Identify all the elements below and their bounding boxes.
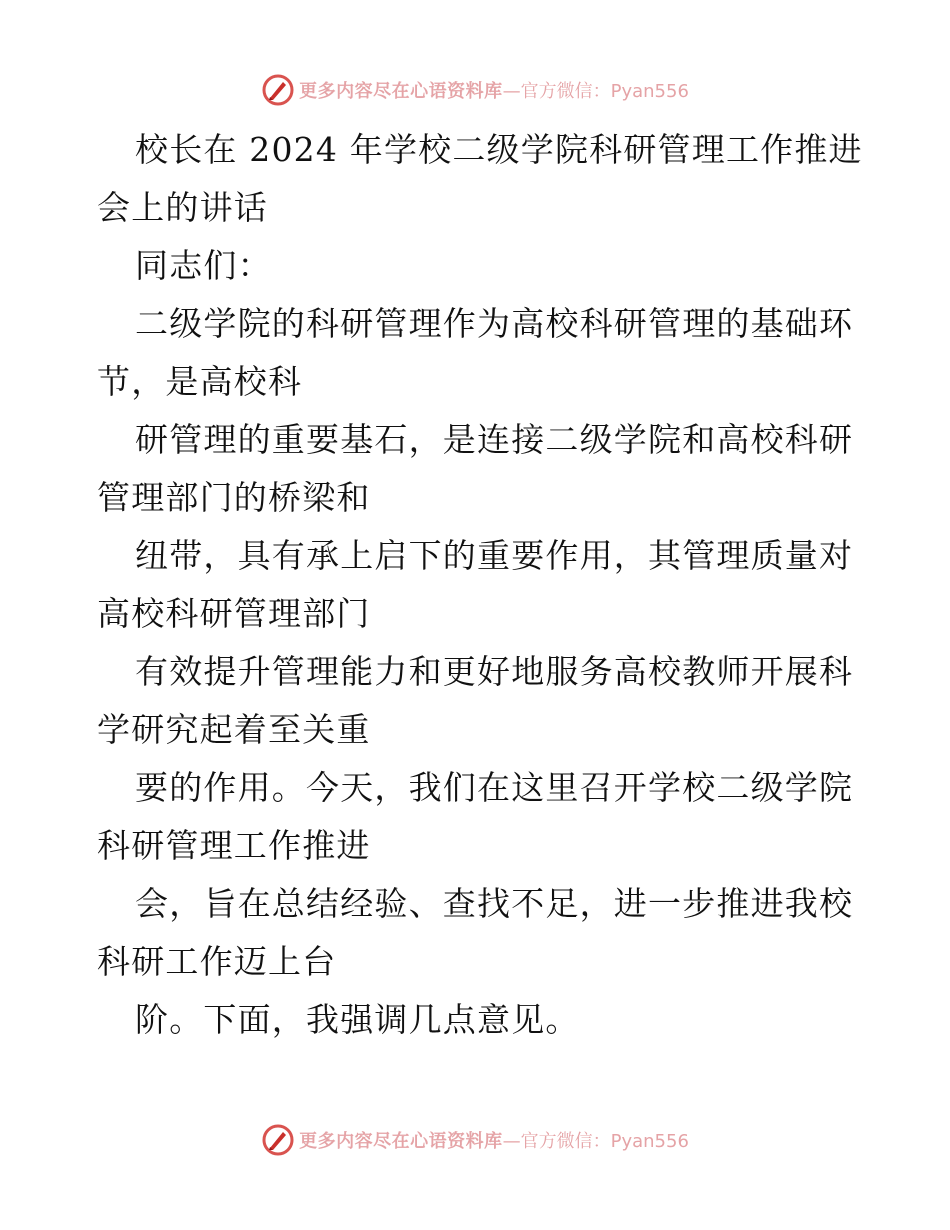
text-line: 研管理的重要基石，是连接二级学院和高校科研 [135,420,854,459]
text-line: 会上的讲话 [97,188,268,227]
text-line: 管理部门的桥梁和 [97,478,371,517]
text-line: 科研管理工作推进 [97,826,371,865]
footer-watermark [0,1120,950,1160]
text-line: 二级学院的科研管理作为高校科研管理的基础环 [135,304,854,343]
document-body [97,121,863,1049]
text-line: 高校科研管理部门 [97,594,371,633]
watermark-main-text: 更多内容尽在心语资料库 [299,81,503,102]
text-line: 有效提升管理能力和更好地服务高校教师开展科 [135,652,854,691]
watermark-sub-text: —官方微信：Pyan556 [502,1131,689,1152]
text-line: 校长在 2024 年学校二级学院科研管理工作推进 [135,130,863,169]
text-line: 纽带，具有承上启下的重要作用，其管理质量对 [135,536,854,575]
watermark-main-text: 更多内容尽在心语资料库 [299,1131,503,1152]
text-line: 会，旨在总结经验、查找不足，进一步推进我校 [135,884,854,923]
quill-logo-icon [261,1123,295,1157]
quill-logo-icon [261,73,295,107]
text-line: 同志们： [135,246,272,285]
text-line: 节，是高校科 [97,362,303,401]
text-line: 学研究起着至关重 [97,710,371,749]
watermark-sub-text: —官方微信：Pyan556 [502,81,689,102]
header-watermark [0,70,950,110]
text-line: 科研工作迈上台 [97,942,337,981]
text-line: 要的作用。今天，我们在这里召开学校二级学院 [135,768,854,807]
text-line: 阶。下面，我强调几点意见。 [135,1000,580,1039]
